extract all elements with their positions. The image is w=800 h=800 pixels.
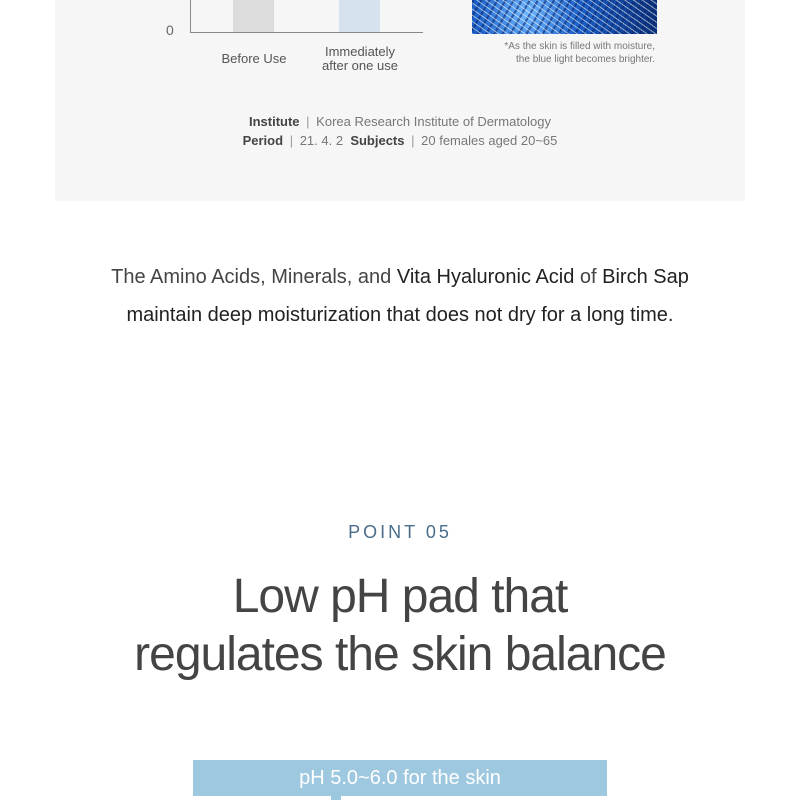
bar-after-one-use xyxy=(339,0,380,32)
claim-highlight-birch-sap: Birch Sap xyxy=(602,266,689,288)
uv-caption-line2: the blue light becomes brighter. xyxy=(516,54,655,65)
claim-line2: maintain deep moisturization that does not dry for a long time. xyxy=(126,304,674,326)
y-axis-zero-label: 0 xyxy=(166,22,174,38)
separator: | xyxy=(411,133,415,148)
ph-value: pH 5.0~6.0 xyxy=(299,767,398,789)
claim-highlight-hyaluronic: Vita Hyaluronic Acid xyxy=(396,266,575,288)
separator: | xyxy=(289,133,294,148)
claim-text: The Amino Acids, Minerals, and xyxy=(111,266,397,288)
moisture-chart xyxy=(0,0,800,80)
institute-label: Institute xyxy=(248,114,300,129)
category-label-after-line1: Immediately xyxy=(324,44,396,59)
ph-suffix: for the skin xyxy=(397,767,501,789)
category-label-after-line2: after one use xyxy=(322,58,398,73)
headline-line1: Low pH pad that xyxy=(232,570,568,623)
subjects-value: 20 females aged 20~65 xyxy=(421,133,558,148)
period-value: 21. 4. 2 xyxy=(299,133,344,148)
y-axis-line xyxy=(190,0,191,33)
uv-caption-line1: *As the skin is filled with moisture, xyxy=(504,41,655,52)
x-axis-line xyxy=(190,32,423,33)
uv-skin-photo xyxy=(472,0,657,34)
study-institute-row xyxy=(0,112,800,131)
section-headline xyxy=(0,568,800,684)
moisture-claim xyxy=(0,258,800,334)
bar-before-use xyxy=(233,0,274,32)
claim-text: of xyxy=(574,266,603,288)
uv-photo-caption xyxy=(460,40,655,66)
separator: | xyxy=(306,114,310,129)
claim-line1 xyxy=(0,258,800,296)
ph-banner xyxy=(193,760,607,796)
category-label-before: Before Use xyxy=(221,51,287,66)
study-period-row xyxy=(0,131,800,150)
subjects-label: Subjects xyxy=(350,133,405,148)
period-label: Period xyxy=(242,133,284,148)
ph-banner-pointer xyxy=(331,796,341,800)
study-info xyxy=(0,112,800,150)
category-label-after xyxy=(306,45,414,73)
institute-value: Korea Research Institute of Dermatology xyxy=(316,114,552,129)
point-label: POINT 05 xyxy=(348,522,452,542)
headline-line2: regulates the skin balance xyxy=(134,628,666,681)
